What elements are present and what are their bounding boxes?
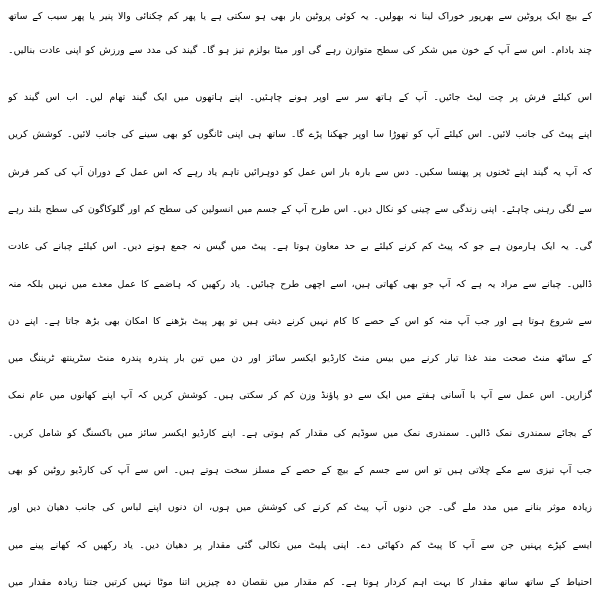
text-line: جب آپ تیزی سے مکے چلاتی ہیں تو اس سے جسم کے بیچ کے حصے کے مسلز سخت ہوتے ہیں۔ اس سے آپ کی کارڈیو روٹین کو بھی	[8, 465, 592, 476]
text-line: ڈالیں۔ چبانے سے مراد یہ ہے کہ آپ جو بھی کھاتی ہیں، اسے اچھی طرح چبائیں۔ یاد رکھیں کہ ہاضمے کا عمل معدے میں نہیں بلکہ منہ	[8, 279, 592, 290]
text-line: سے لگی رہنی چاہئے۔ اپنی زندگی سے چینی کو نکال دیں۔ اس طرح آپ کے جسم میں انسولین کی سطح کم اور گلوکاگون کی سطح بلند رہے	[8, 204, 592, 215]
text-line: سے شروع ہوتا ہے اور جب آپ منہ کو اس کے حصے کا کام نہیں کرنے دیتی ہیں تو پھر پیٹ بڑھنے کا امکان بھی بڑھ جاتا ہے۔ اپنے دن	[8, 316, 592, 327]
text-line: چند بادام۔ اس سے آپ کے خون میں شکر کی سطح متوازن رہے گی اور میٹا بولزم تیز ہو گا۔ گیند کی مدد سے ورزش کو اپنی عادت بنالیں۔	[8, 45, 592, 56]
text-line: گزاریں۔ اس عمل سے آپ با آسانی ہفتے میں ایک سے دو پاؤنڈ وزن کم کر سکتی ہیں۔ کوشش کریں کہ آپ اپنے کھانوں میں عام نمک	[8, 390, 592, 401]
text-line: احتیاط کے ساتھ ساتھ مقدار کا بہت اہم کردار ہوتا ہے۔ کم مقدار میں نقصان دہ چیزیں اتنا موٹا نہیں کرتیں جتنا زیادہ مقدار میں	[8, 577, 592, 588]
text-line: کے ساٹھ منٹ صحت مند غذا تیار کرنے میں بیس منٹ کارڈیو ایکسر سائز اور دن میں تین بار پندرہ پندرہ منٹ سٹرینتھ ٹریننگ میں	[8, 353, 592, 364]
text-line: گی۔ یہ ایک ہارمون ہے جو کہ پیٹ کم کرنے کیلئے بے حد معاون ہوتا ہے۔ پیٹ میں گیس نہ جمع ہونے دیں۔ اس کیلئے چبانے کی عادت	[8, 241, 592, 252]
text-line: اپنے پیٹ کی جانب لائیں۔ اس کیلئے آپ کو تھوڑا سا اوپر جھکنا پڑے گا۔ ساتھ ہی اپنی ٹانگوں کو بھی سینے کی جانب لائیں۔ کوشش کریں	[8, 129, 592, 140]
text-line: زیادہ موثر بنانے میں مدد ملے گی۔ جن دنوں آپ پیٹ کم کرنے کی کوشش میں ہوں، ان دنوں اپنے لباس کی جانب دھیان دیں اور	[8, 502, 592, 513]
text-line: ایسے کپڑے پہنیں جن سے آپ کا پیٹ کم دکھائی دے۔ اپنی پلیٹ میں نکالی گئی مقدار پر دھیان دیں۔ یاد رکھیں کہ کھانے پینے میں	[8, 540, 592, 551]
text-line: اس کیلئے فرش پر چت لیٹ جائیں۔ آپ کے ہاتھ سر سے اوپر ہونے چاہئیں۔ اپنے ہاتھوں میں ایک گیند تھام لیں۔ اب اس گیند کو	[8, 92, 592, 103]
text-line: کے بیچ ایک پروٹین سے بھرپور خوراک لینا نہ بھولیں۔ یہ کوئی پروٹین بار بھی ہو سکتی ہے یا پھر کم چکنائی والا پنیر یا پھر سیب کے ساتھ	[8, 11, 592, 22]
text-line: کے بجائے سمندری نمک ڈالیں۔ سمندری نمک میں سوڈیم کی مقدار کم ہوتی ہے۔ اپنے کارڈیو ایکسر سائز میں باکسنگ کو شامل کریں۔	[8, 428, 592, 439]
text-line: کہ آپ یہ گیند اپنے ٹخنوں پر پھنسا سکیں۔ دس سے بارہ بار اس عمل کو دوہرائیں تاہم یاد رہے کہ اس عمل کے دوران آپ کی کمر فرش	[8, 167, 592, 178]
